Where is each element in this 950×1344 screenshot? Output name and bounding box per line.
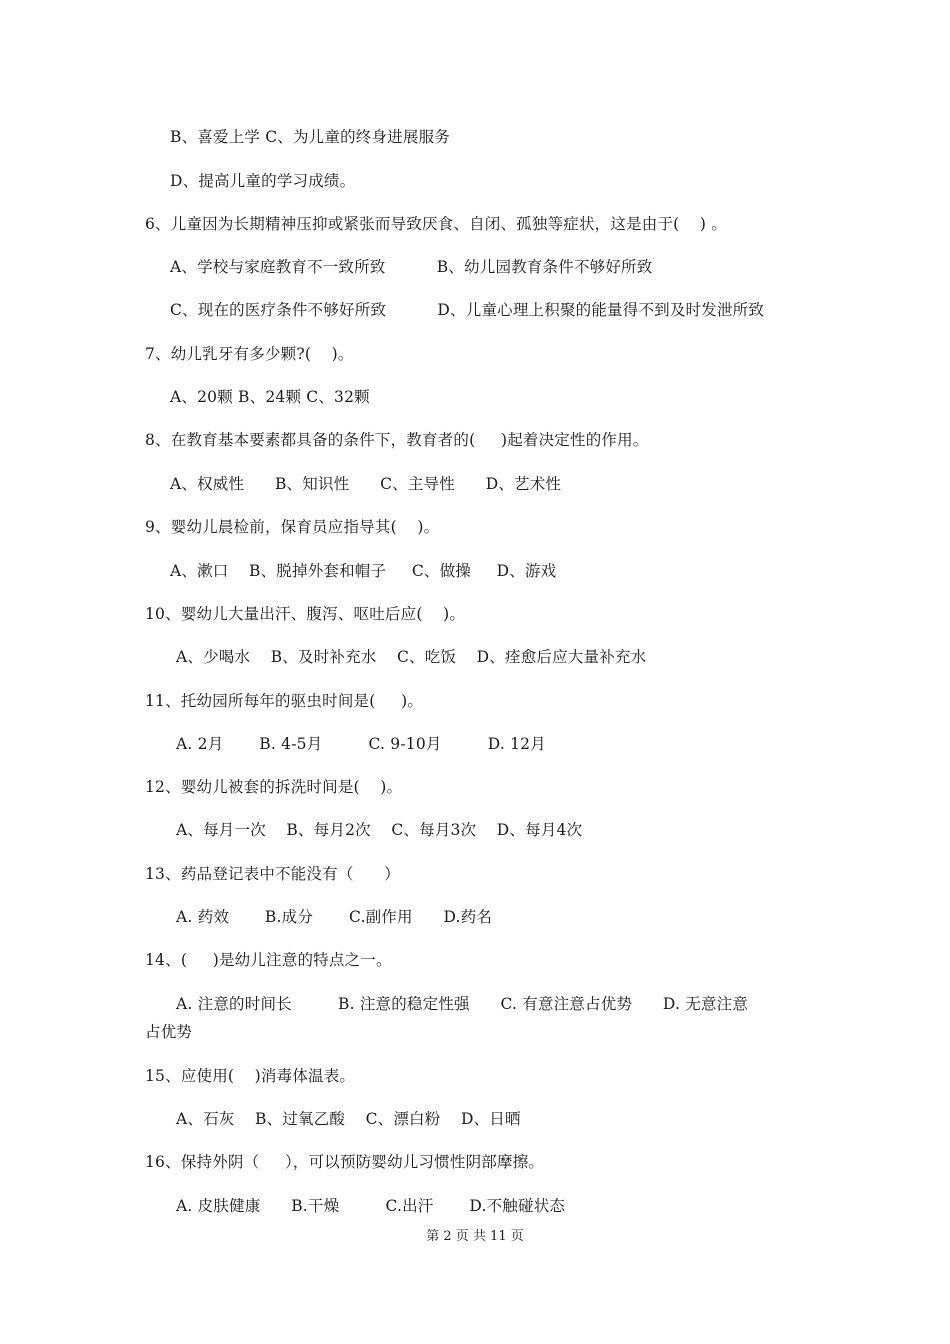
- option-text: C、现在的医疗条件不够好所致 D、儿童心理上积聚的能量得不到及时发泄所致: [170, 301, 765, 319]
- question-text: 15、应使用( )消毒体温表。: [145, 1067, 356, 1085]
- option-text: A、漱口 B、脱掉外套和帽子 C、做操 D、游戏: [170, 562, 557, 580]
- option-text: A. 注意的时间长 B. 注意的稳定性强 C. 有意注意占优势 D. 无意注意: [176, 995, 749, 1013]
- question-text: 12、婴幼儿被套的拆洗时间是( )。: [145, 778, 403, 796]
- question-text: 11、托幼园所每年的驱虫时间是( )。: [145, 692, 424, 710]
- question-text: 8、在教育基本要素都具备的条件下，教育者的( )起着决定性的作用。: [145, 431, 649, 449]
- option-text: A. 皮肤健康 B.干燥 C.出汗 D.不触碰状态: [176, 1197, 566, 1215]
- option-text: A、学校与家庭教育不一致所致 B、幼儿园教育条件不够好所致: [170, 258, 653, 276]
- option-text: A. 药效 B.成分 C.副作用 D.药名: [176, 908, 493, 926]
- question-text: 13、药品登记表中不能没有（ ）: [145, 865, 400, 883]
- question-text: 14、( )是幼儿注意的特点之一。: [145, 951, 392, 969]
- page-footer: 第 2 页 共 11 页: [426, 1229, 524, 1244]
- option-text: A、少喝水 B、及时补充水 C、吃饭 D、痊愈后应大量补充水: [176, 648, 647, 666]
- question-text: 10、婴幼儿大量出汗、腹泻、呕吐后应( )。: [145, 605, 466, 623]
- option-text: A、石灰 B、过氧乙酸 C、漂白粉 D、日晒: [176, 1110, 521, 1128]
- option-text: A. 2月 B. 4-5月 C. 9-10月 D. 12月: [176, 735, 546, 753]
- option-text: D、提高儿童的学习成绩。: [170, 172, 356, 190]
- option-text: B、喜爱上学 C、为儿童的终身进展服务: [170, 128, 450, 146]
- question-text: 7、幼儿乳牙有多少颗?( )。: [145, 345, 354, 363]
- option-text: A、20颗 B、24颗 C、32颗: [170, 388, 370, 406]
- question-text: 9、婴幼儿晨检前，保育员应指导其( )。: [145, 518, 440, 536]
- question-text: 16、保持外阴（ ），可以预防婴幼儿习惯性阴部摩擦。: [145, 1153, 545, 1171]
- question-text: 6、儿童因为长期精神压抑或紧张而导致厌食、自闭、孤独等症状，这是由于( ) 。: [145, 215, 727, 233]
- option-continuation: 占优势: [145, 1023, 193, 1041]
- option-text: A、每月一次 B、每月2次 C、每月3次 D、每月4次: [176, 821, 583, 839]
- option-text: A、权威性 B、知识性 C、主导性 D、艺术性: [170, 475, 562, 493]
